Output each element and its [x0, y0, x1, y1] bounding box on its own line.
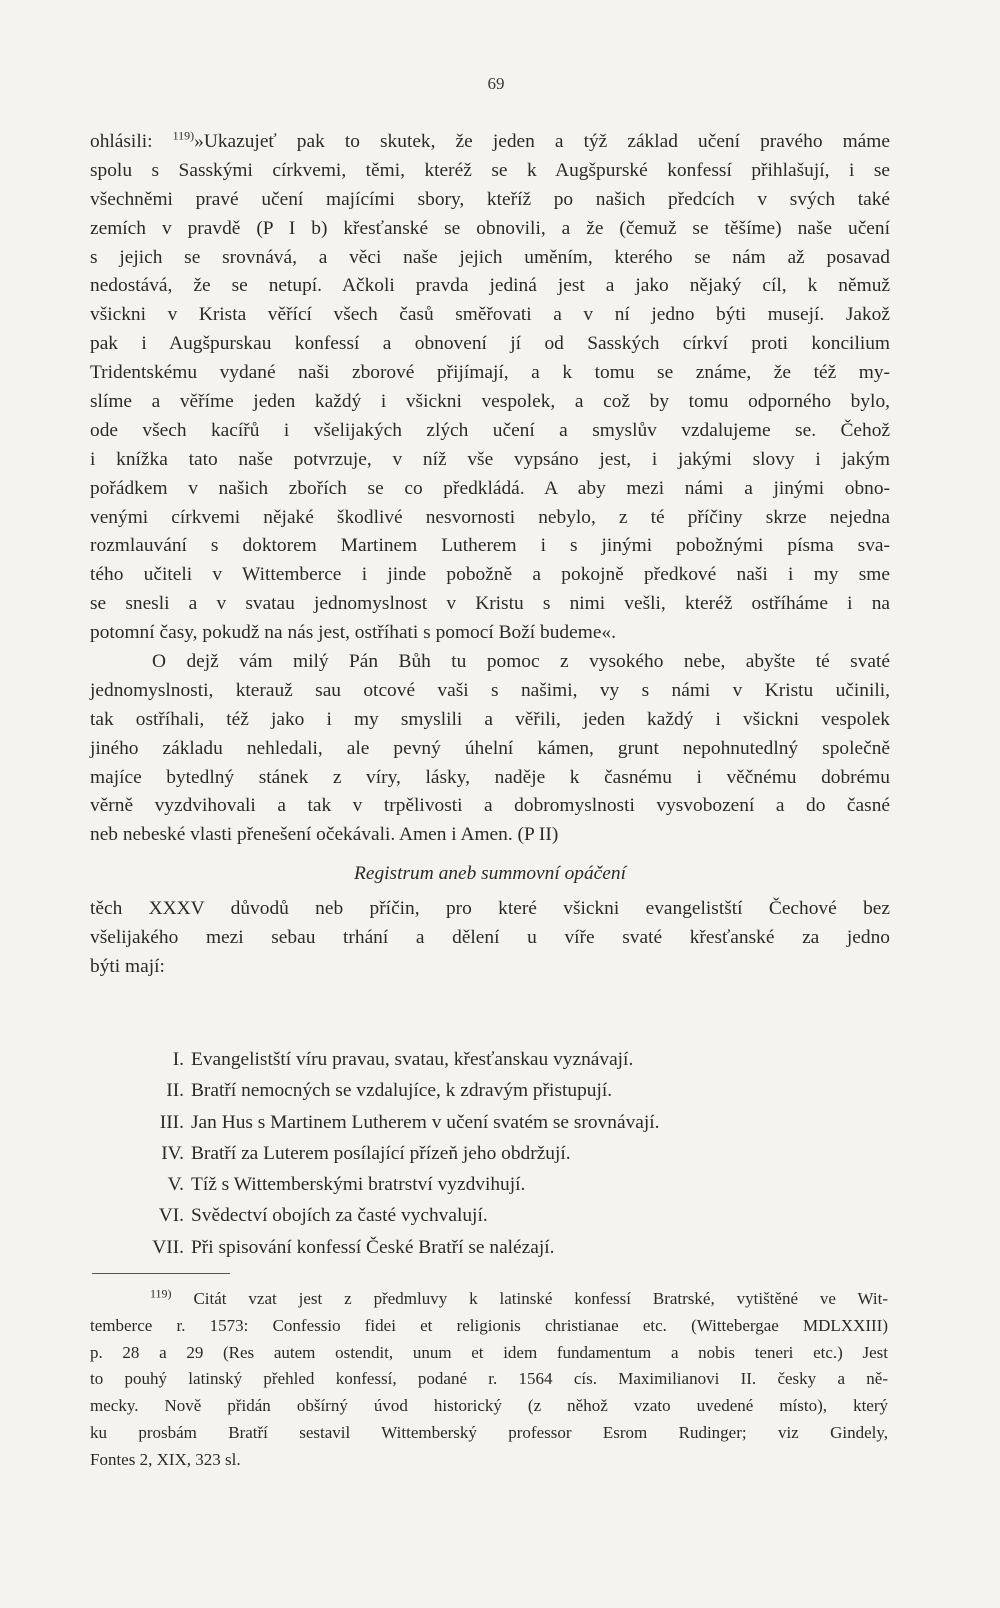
- list-text: Při spisování konfessí České Bratří se nalézají.: [191, 1236, 555, 1258]
- footnote-divider: [92, 1273, 230, 1274]
- text-fragment: ohlásili:: [90, 131, 153, 152]
- list-item: [140, 1200, 840, 1231]
- list-item: [140, 1169, 840, 1200]
- list-number: VI.: [158, 1205, 184, 1227]
- footnote-line: p. 28 a 29 (Res autem ostendit, unum et idem fundamentum a nobis teneri etc.) Jest: [90, 1342, 888, 1362]
- text-line: i knížka tato naše potvrzuje, v níž vše vypsáno jest, i jakými slovy i jakým: [90, 448, 890, 470]
- list-item: [140, 1138, 840, 1169]
- list-text: Svědectví obojích za časté vychvalují.: [191, 1205, 488, 1227]
- footnote-text: Citát vzat jest z předmluvy k latinské konfessí Bratrské, vytištěné ve Wit-: [193, 1289, 889, 1308]
- text-line: jednomyslnosti, kterauž sau otcové vaši s našimi, vy s námi v Kristu učinili,: [90, 679, 890, 701]
- text-line: potomní časy, pokudž na nás jest, ostříhati s pomocí Boží budeme«.: [90, 622, 616, 644]
- footnote-line: Fontes 2, XIX, 323 sl.: [90, 1449, 241, 1469]
- footnote-line: mecky. Nově přidán obšírný úvod historický (z něhož vzato uvedené místo), který: [90, 1396, 888, 1416]
- footnote-marker: 119): [150, 1286, 172, 1301]
- text-line: [90, 128, 890, 157]
- footnotes: [90, 1286, 888, 1474]
- list-text: Tíž s Wittemberskými bratrství vyzdvihují.: [191, 1174, 526, 1196]
- text-line: nedostává, že se netupí. Ačkoli pravda jediná jest a jako nějaký cíl, k němuž: [90, 275, 890, 297]
- list-text: Evangelistští víru pravau, svatau, křesťanskau vyznávají.: [191, 1049, 634, 1070]
- text-line: věrně vyzdvihovali a tak v trpělivosti a dobromyslnosti vysvobození a do časné: [90, 795, 890, 817]
- reasons-list: [140, 1044, 840, 1263]
- text-line: O dejž vám milý Pán Bůh tu pomoc z vysokého nebe, abyšte té svaté: [152, 651, 890, 673]
- text-line: všickni v Krista věřící všech časů směřovati a v ní jedno býti musejí. Jakož: [90, 304, 890, 326]
- text-line: tého učiteli v Wittemberce i jinde pobožně a pokojně předkové naši i my sme: [90, 564, 890, 586]
- text-line: Tridentskému vydané naši zborové přijímají, a k tomu se známe, že též my-: [90, 362, 890, 384]
- footnote-line: [90, 1286, 888, 1313]
- text-line: venými církvemi nějaké škodlivé nesvornosti nebylo, z té příčiny skrze nejedna: [90, 506, 890, 528]
- footnote-line: temberce r. 1573: Confessio fidei et religionis christianae etc. (Wittebergae MDLXXIII): [90, 1315, 888, 1335]
- footnote-line: to pouhý latinský přehled konfessí, podané r. 1564 cís. Maximilianovi II. česky a ně-: [90, 1369, 888, 1389]
- footnote-line: ku prosbám Bratří sestavil Wittemberský professor Esrom Rudinger; viz Gindely,: [90, 1422, 888, 1442]
- list-number: IV.: [161, 1142, 184, 1164]
- list-number: I.: [172, 1049, 184, 1070]
- text-line: těch XXXV důvodů neb příčin, pro které všickni evangelistští Čechové bez: [90, 898, 890, 920]
- list-item: [140, 1044, 840, 1075]
- list-item: [140, 1107, 840, 1138]
- list-text: Bratří za Luterem posílající přízeň jeho obdržují.: [191, 1142, 571, 1164]
- section-title: Registrum aneb summovní opáčení: [354, 863, 626, 885]
- text-line: pořádkem v našich zbořích se co předkládá. A aby mezi námi a jinými obno-: [90, 477, 890, 499]
- text-line: majíce bytedlný stánek z víry, lásky, naděje k časnému i věčnému dobrému: [90, 766, 890, 788]
- text-fragment: »Ukazujeť pak to skutek, že jeden a týž základ učení pravého máme: [194, 131, 890, 152]
- text-line: rozmlauvání s doktorem Martinem Lutherem i s jinými pobožnými písma sva-: [90, 535, 890, 557]
- list-text: Jan Hus s Martinem Lutherem v učení svatém se srovnávají.: [191, 1111, 660, 1133]
- main-text: [90, 128, 890, 982]
- list-number: VII.: [152, 1236, 184, 1258]
- text-line: všelijakého mezi sebau trhání a dělení u víře svaté křesťanské za jedno: [90, 927, 890, 949]
- footnote-reference: 119): [172, 128, 195, 143]
- text-line: neb nebeské vlasti přenešení očekávali. Amen i Amen. (P II): [90, 824, 559, 846]
- list-number: V.: [167, 1174, 184, 1196]
- text-line: zemích v pravdě (P I b) křesťanské se obnovili, a že (čemuž se těšíme) naše učení: [90, 217, 890, 239]
- text-line: všechněmi pravé učení majícími sbory, kteříž po našich předcích v svých také: [90, 188, 890, 210]
- text-line: s jejich se srovnává, a věci naše jejich uměním, kterého se nám až posavad: [90, 246, 890, 268]
- text-line: spolu s Sasskými církvemi, těmi, kteréž se k Augšpurské konfessí přihlašují, i se: [90, 159, 890, 181]
- list-text: Bratří nemocných se vzdalujíce, k zdravým přistupují.: [191, 1080, 613, 1102]
- list-number: II.: [166, 1080, 184, 1102]
- list-item: [140, 1232, 840, 1263]
- list-item: [140, 1075, 840, 1106]
- text-line: se snesli a v svatau jednomyslnost v Kristu s nimi vešli, kteréž ostříháme i na: [90, 593, 890, 615]
- page-number: 69: [487, 74, 505, 93]
- list-number: III.: [159, 1111, 184, 1133]
- text-line: jiného základu nehledali, ale pevný úhelní kámen, grunt nepohnutedlný společně: [90, 737, 890, 759]
- text-line: ode všech kacířů i všelijakých zlých učení a smyslův vzdalujeme se. Čehož: [90, 419, 890, 441]
- text-line: slíme a věříme jeden každý i všickni vespolek, a což by tomu odporného bylo,: [90, 391, 890, 413]
- text-line: pak i Augšpurskau konfessí a obnovení jí od Sasských církví proti koncilium: [90, 333, 890, 355]
- text-line: tak ostříhali, též jako i my smyslili a věřili, jeden každý i všickni vespolek: [90, 708, 890, 730]
- text-line: býti mají:: [90, 955, 165, 977]
